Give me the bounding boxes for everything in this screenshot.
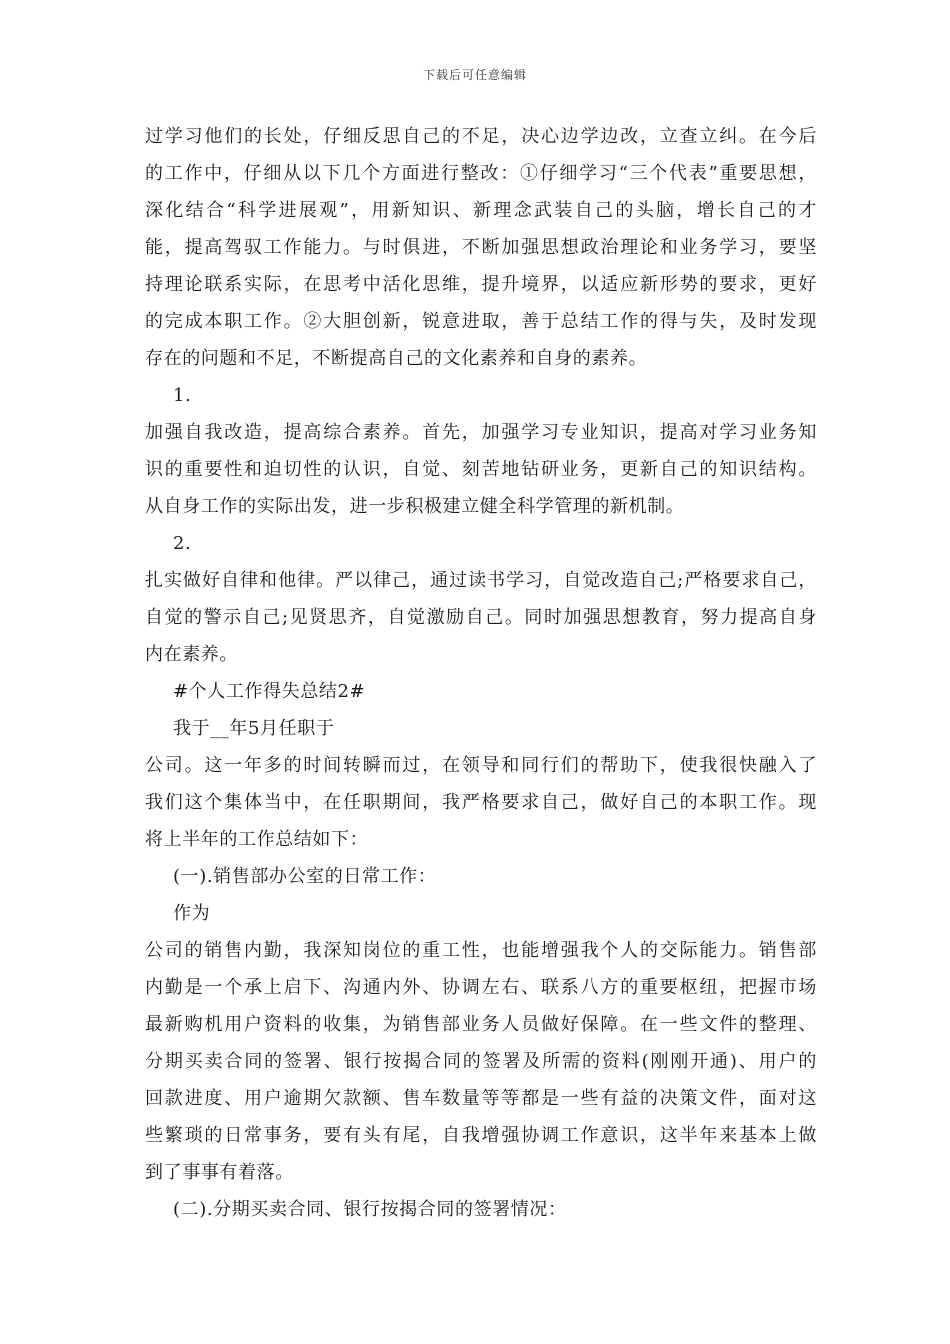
text-line: 回款进度、用户逾期欠款额、售车数量等等都是一些有益的决策文件，面对这	[145, 1088, 817, 1109]
text-line: 加强自我改造，提高综合素养。首先，加强学习专业知识，提高对学习业务知	[145, 422, 817, 443]
text-line: 从自身工作的实际出发，进一步积极建立健全科学管理的新机制。	[145, 496, 685, 517]
text-line: 作为	[173, 903, 211, 924]
text-line: 内在素养。	[145, 644, 238, 665]
text-line: 公司的销售内勤，我深知岗位的重工性，也能增强我个人的交际能力。销售部	[145, 940, 817, 961]
text-line: 扎实做好自律和他律。严以律己，通过读书学习，自觉改造自己;严格要求自己，	[145, 570, 817, 591]
text-line: 到了事事有着落。	[145, 1162, 294, 1183]
text-line: 我们这个集体当中，在任职期间，我严格要求自己，做好自己的本职工作。现	[145, 792, 817, 813]
text-line: 存在的问题和不足，不断提高自己的文化素养和自身的素养。	[145, 348, 648, 369]
text-line: 最新购机用户资料的收集，为销售部业务人员做好保障。在一些文件的整理、	[145, 1014, 817, 1035]
text-line: 将上半年的工作总结如下：	[145, 829, 369, 850]
text-line: 2.	[173, 533, 192, 554]
text-line: 持理论联系实际，在思考中活化思维，提升境界，以适应新形势的要求，更好	[145, 274, 817, 295]
text-line: (二).分期买卖合同、银行按揭合同的签署情况：	[173, 1199, 567, 1220]
text-line: #个人工作得失总结2#	[173, 681, 366, 702]
text-line: 分期买卖合同的签署、银行按揭合同的签署及所需的资料(刚刚开通)、用户的	[145, 1051, 817, 1072]
document-body	[145, 118, 817, 1228]
text-line: 1.	[173, 385, 192, 406]
text-line: 的完成本职工作。②大胆创新，锐意进取，善于总结工作的得与失，及时发现	[145, 311, 817, 332]
text-line: 的工作中，仔细从以下几个方面进行整改：①仔细学习“三个代表”重要思想，	[145, 163, 817, 184]
text-line: 些繁琐的日常事务，要有头有尾，自我增强协调工作意识，这半年来基本上做	[145, 1125, 817, 1146]
text-line: 能，提高驾驭工作能力。与时俱进，不断加强思想政治理论和业务学习，要坚	[145, 237, 817, 258]
page-header: 下载后可任意编辑	[422, 68, 527, 82]
text-line: 深化结合“科学进展观”，用新知识、新理念武装自己的头脑，增长自己的才	[145, 200, 817, 221]
text-line: 我于__年5月任职于	[173, 718, 335, 739]
text-line: 识的重要性和迫切性的认识，自觉、刻苦地钻研业务，更新自己的知识结构。	[145, 459, 817, 480]
text-line: 自觉的警示自己;见贤思齐，自觉激励自己。同时加强思想教育，努力提高自身	[145, 607, 817, 628]
text-line: (一).销售部办公室的日常工作：	[173, 866, 437, 887]
text-line: 过学习他们的长处，仔细反思自己的不足，决心边学边改，立查立纠。在今后	[145, 126, 817, 147]
text-line: 公司。这一年多的时间转瞬而过，在领导和同行们的帮助下，使我很快融入了	[145, 755, 817, 776]
text-line: 内勤是一个承上启下、沟通内外、协调左右、联系八方的重要枢纽，把握市场	[145, 977, 817, 998]
